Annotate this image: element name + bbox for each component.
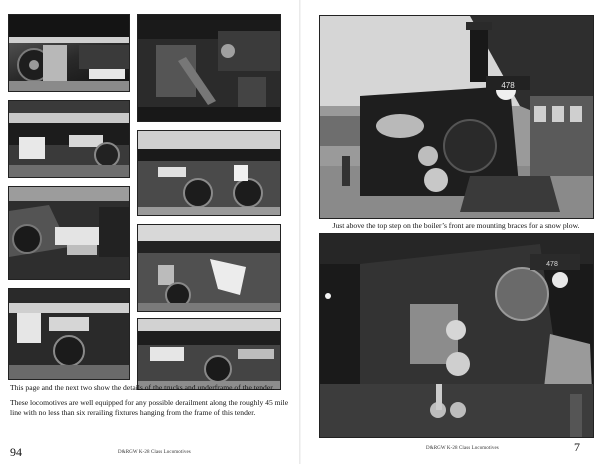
- right-page-number: 7: [574, 440, 580, 454]
- shop-loco-number-plate: 478: [546, 261, 558, 268]
- photo-tender-rerailers-frame-side: [137, 318, 281, 390]
- left-caption-paragraph-2: These locomotives are well equipped for any possible derailment along the roughly 45 mile line with no less than six rerailing fixtures hanging from the frame of this tender.: [10, 398, 289, 417]
- left-page-number: 94: [10, 445, 22, 459]
- photo-tender-truck-side-frame: [137, 130, 281, 216]
- right-page: [300, 0, 600, 464]
- photo-tender-frame-rerailer: [8, 100, 130, 178]
- left-running-footer: D&RGW K-28 Class Locomotives: [118, 450, 191, 455]
- photo-tender-truck-front-left: [8, 14, 130, 92]
- right-running-footer: D&RGW K-28 Class Locomotives: [426, 446, 499, 451]
- right-photo-caption: Just above the top step on the boiler’s front are mounting braces for a snow plow.: [332, 221, 580, 230]
- photo-tender-truck-rear: [8, 288, 130, 380]
- photo-locomotive-478-outdoors: [319, 15, 594, 219]
- photo-tender-rerailer-bracket: [8, 186, 130, 280]
- photo-tender-truck-spring-detail: [137, 14, 281, 122]
- photo-locomotive-478-engine-house: [319, 233, 594, 438]
- photo-tender-rerailer-hanging: [137, 224, 281, 312]
- left-caption-paragraph-1: This page and the next two show the details of the trucks and underframe of the tender.: [10, 383, 275, 392]
- left-caption: [10, 383, 290, 417]
- loco-number-plate: 478: [501, 81, 515, 90]
